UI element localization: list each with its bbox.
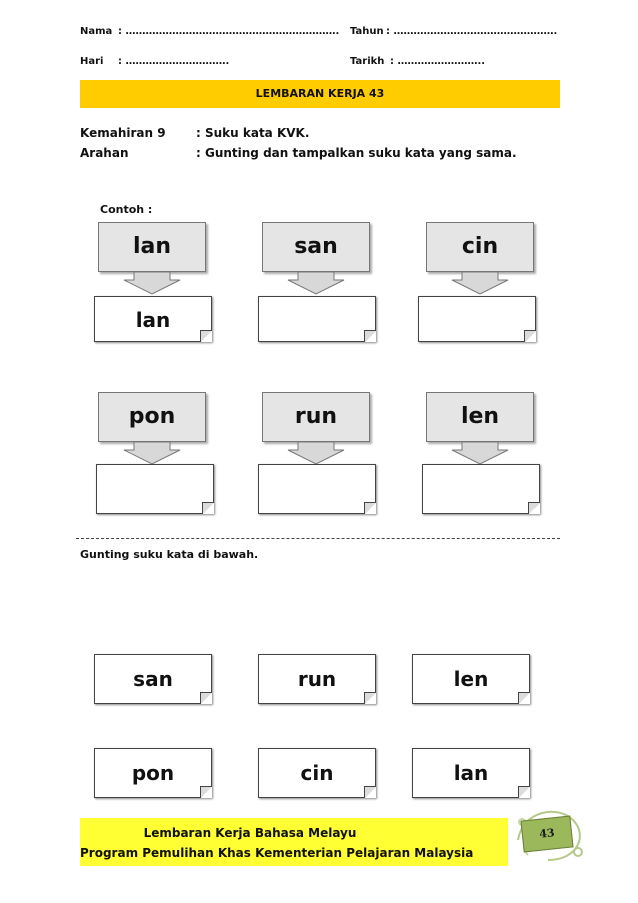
hari-field[interactable]: : …………………………. xyxy=(118,56,230,67)
arrow-down-icon xyxy=(124,272,180,296)
cutout-card[interactable]: san xyxy=(94,654,212,704)
answer-box[interactable]: lan xyxy=(94,296,212,342)
answer-box[interactable] xyxy=(258,464,376,514)
cutout-card[interactable]: pon xyxy=(94,748,212,798)
arrow-down-icon xyxy=(288,272,344,296)
page-number-badge: 43 xyxy=(520,815,573,852)
hari-label: Hari xyxy=(80,56,104,67)
tahun-label: Tahun xyxy=(350,26,384,37)
syllable-sign: san xyxy=(262,222,370,272)
footer-banner xyxy=(80,818,508,866)
arahan-value: : Gunting dan tampalkan suku kata yang sama. xyxy=(196,146,517,160)
answer-box[interactable] xyxy=(96,464,214,514)
arrow-down-icon xyxy=(124,442,180,466)
answer-box[interactable] xyxy=(422,464,540,514)
cut-line xyxy=(76,538,560,539)
nama-label: Nama xyxy=(80,26,113,37)
answer-box[interactable] xyxy=(258,296,376,342)
kemahiran-value: : Suku kata KVK. xyxy=(196,126,310,140)
nama-field[interactable]: : ………………………………………………………. xyxy=(118,26,340,37)
arrow-down-icon xyxy=(452,442,508,466)
tahun-field[interactable]: : …………………………………………. xyxy=(386,26,558,37)
cut-instruction: Gunting suku kata di bawah. xyxy=(80,548,259,561)
cutout-card[interactable]: len xyxy=(412,654,530,704)
footer-title: Lembaran Kerja Bahasa Melayu xyxy=(143,826,357,840)
answer-box[interactable] xyxy=(418,296,536,342)
arrow-down-icon xyxy=(452,272,508,296)
cutout-card[interactable]: lan xyxy=(412,748,530,798)
tarikh-field[interactable]: : …………………….. xyxy=(390,56,486,67)
worksheet-title-banner: LEMBARAN KERJA 43 xyxy=(80,80,560,108)
cutout-card[interactable]: run xyxy=(258,654,376,704)
syllable-sign: len xyxy=(426,392,534,442)
syllable-sign: run xyxy=(262,392,370,442)
example-label: Contoh : xyxy=(100,203,153,216)
arahan-label: Arahan xyxy=(80,146,129,160)
syllable-sign: pon xyxy=(98,392,206,442)
kemahiran-label: Kemahiran 9 xyxy=(80,126,166,140)
syllable-sign: cin xyxy=(426,222,534,272)
tarikh-label: Tarikh xyxy=(350,56,385,67)
footer-subtitle: Program Pemulihan Khas Kementerian Pelajaran Malaysia xyxy=(80,846,474,860)
arrow-down-icon xyxy=(288,442,344,466)
cutout-card[interactable]: cin xyxy=(258,748,376,798)
syllable-sign: lan xyxy=(98,222,206,272)
